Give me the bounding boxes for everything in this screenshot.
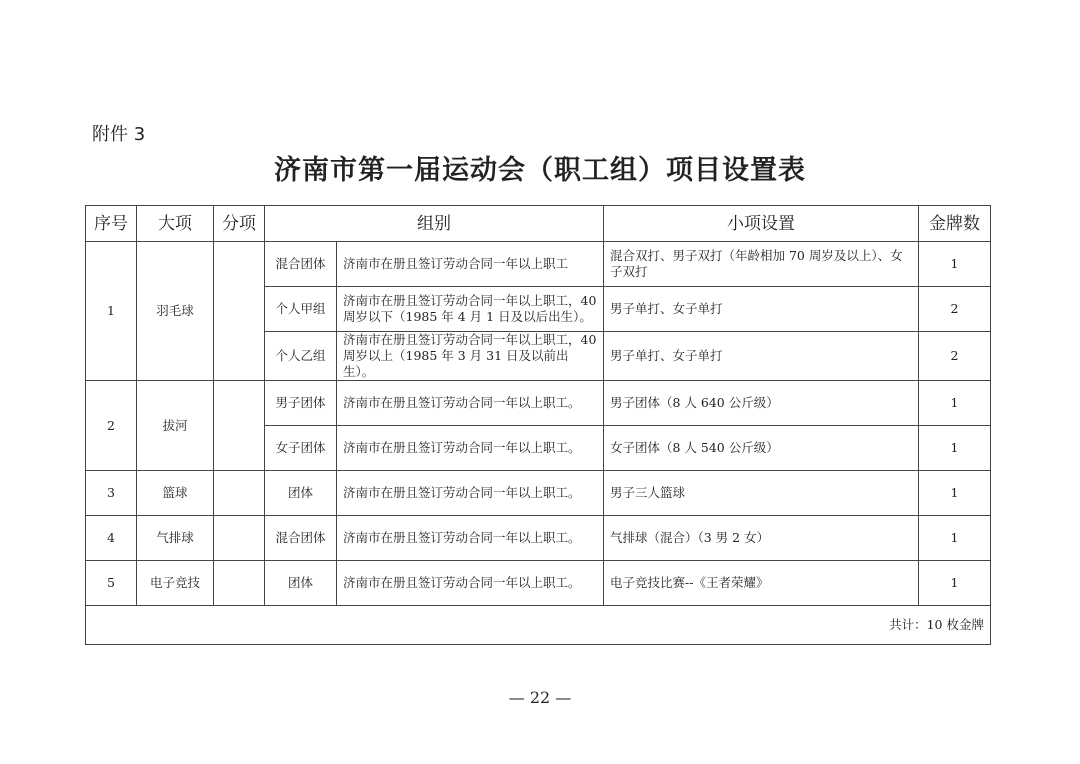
- cell-group: 女子团体: [265, 426, 337, 471]
- cell-subevent: [214, 471, 265, 516]
- cell-no: 2: [86, 381, 137, 471]
- cell-medals: 1: [919, 561, 991, 606]
- table-row: [86, 242, 991, 287]
- cell-group: 男子团体: [265, 381, 337, 426]
- cell-group: 个人甲组: [265, 287, 337, 332]
- cell-eligibility: 济南市在册且签订劳动合同一年以上职工。: [337, 561, 604, 606]
- cell-eligibility: 济南市在册且签订劳动合同一年以上职工。: [337, 426, 604, 471]
- total-medals: 共计：10 枚金牌: [86, 606, 991, 645]
- cell-subevent: [214, 561, 265, 606]
- cell-group: 团体: [265, 561, 337, 606]
- cell-no: 5: [86, 561, 137, 606]
- document-title: 济南市第一届运动会（职工组）项目设置表: [274, 155, 806, 186]
- cell-no: 4: [86, 516, 137, 561]
- cell-eligibility: 济南市在册且签订劳动合同一年以上职工，40 周岁以上（1985 年 3 月 31 日及以前出生）。: [337, 332, 604, 381]
- header-medals: 金牌数: [919, 206, 991, 242]
- table-row: [86, 381, 991, 426]
- header-no: 序号: [86, 206, 137, 242]
- cell-group: 混合团体: [265, 242, 337, 287]
- cell-event: 电子竞技: [137, 561, 214, 606]
- cell-group: 混合团体: [265, 516, 337, 561]
- header-group: 组别: [265, 206, 604, 242]
- attachment-label: 附件 3: [92, 124, 146, 145]
- cell-event: 拔河: [137, 381, 214, 471]
- cell-medals: 1: [919, 471, 991, 516]
- cell-subevent: [214, 516, 265, 561]
- cell-items: 男子三人篮球: [604, 471, 919, 516]
- cell-medals: 1: [919, 426, 991, 471]
- cell-eligibility: 济南市在册且签订劳动合同一年以上职工。: [337, 381, 604, 426]
- cell-no: 1: [86, 242, 137, 381]
- cell-medals: 1: [919, 381, 991, 426]
- cell-group: 个人乙组: [265, 332, 337, 381]
- cell-no: 3: [86, 471, 137, 516]
- cell-items: 男子单打、女子单打: [604, 287, 919, 332]
- cell-items: 电子竞技比赛--《王者荣耀》: [604, 561, 919, 606]
- header-items: 小项设置: [604, 206, 919, 242]
- cell-items: 男子团体（8 人 640 公斤级）: [604, 381, 919, 426]
- cell-subevent: [214, 381, 265, 471]
- cell-eligibility: 济南市在册且签订劳动合同一年以上职工: [337, 242, 604, 287]
- cell-event: 气排球: [137, 516, 214, 561]
- table-header-row: [86, 206, 991, 242]
- cell-items: 气排球（混合）（3 男 2 女）: [604, 516, 919, 561]
- event-table: [85, 205, 991, 645]
- cell-event: 篮球: [137, 471, 214, 516]
- cell-medals: 2: [919, 332, 991, 381]
- cell-subevent: [214, 242, 265, 381]
- cell-medals: 1: [919, 242, 991, 287]
- page-number: — 22 —: [508, 688, 572, 707]
- cell-eligibility: 济南市在册且签订劳动合同一年以上职工。: [337, 516, 604, 561]
- cell-event: 羽毛球: [137, 242, 214, 381]
- table-row: [86, 471, 991, 516]
- cell-items: 男子单打、女子单打: [604, 332, 919, 381]
- cell-group: 团体: [265, 471, 337, 516]
- header-event: 大项: [137, 206, 214, 242]
- cell-eligibility: 济南市在册且签订劳动合同一年以上职工，40 周岁以下（1985 年 4 月 1 日及以后出生）。: [337, 287, 604, 332]
- cell-medals: 2: [919, 287, 991, 332]
- header-subevent: 分项: [214, 206, 265, 242]
- cell-medals: 1: [919, 516, 991, 561]
- table-row: [86, 516, 991, 561]
- cell-items: 混合双打、男子双打（年龄相加 70 周岁及以上）、女子双打: [604, 242, 919, 287]
- cell-items: 女子团体（8 人 540 公斤级）: [604, 426, 919, 471]
- table-row: [86, 561, 991, 606]
- total-row: [86, 606, 991, 645]
- cell-eligibility: 济南市在册且签订劳动合同一年以上职工。: [337, 471, 604, 516]
